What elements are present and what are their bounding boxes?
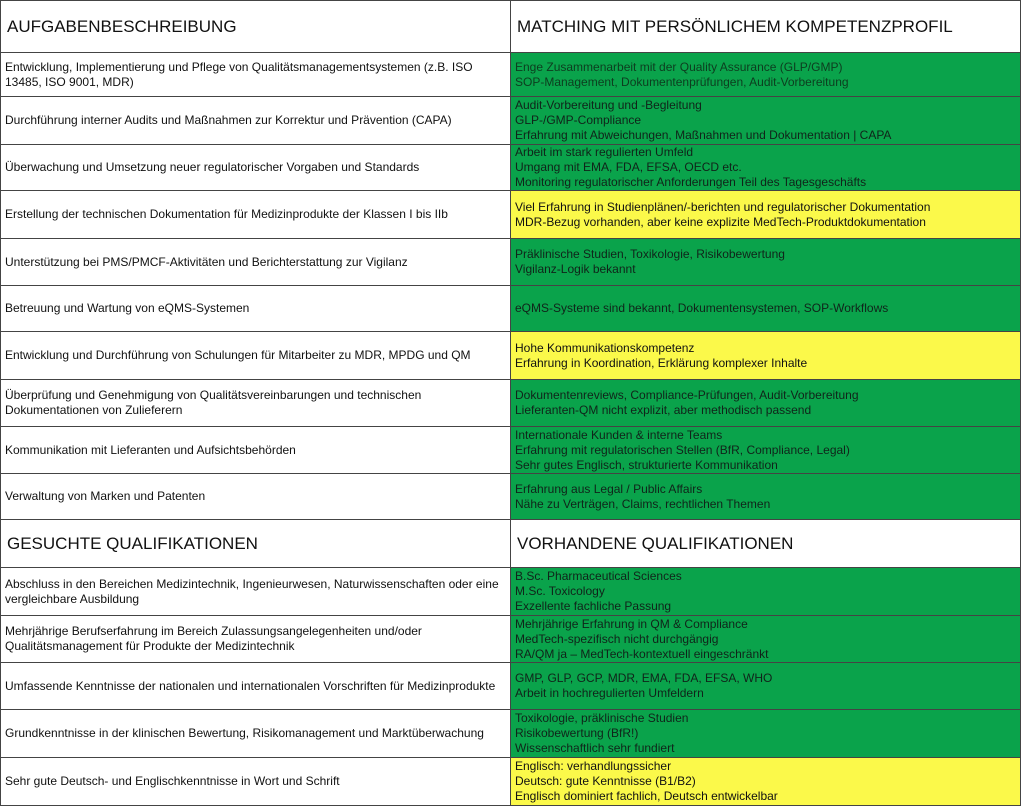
qualification-line: Mehrjährige Erfahrung in QM & Compliance <box>515 616 748 631</box>
task-row <box>1 191 1021 239</box>
match-line: SOP-Management, Dokumentenprüfungen, Audit-Vorbereitung <box>515 74 849 89</box>
header-row <box>1 1 1021 53</box>
match-line: Vigilanz-Logik bekannt <box>515 262 636 276</box>
task-match <box>511 239 1021 286</box>
task-description: Entwicklung und Durchführung von Schulungen für Mitarbeiter zu MDR, MPDG und QM <box>1 332 511 380</box>
qualification-line: Arbeit in hochregulierten Umfeldern <box>515 686 704 700</box>
qualification-line: RA/QM ja – MedTech-kontextuell eingeschränkt <box>515 646 769 661</box>
qualification-line: Englisch dominiert fachlich, Deutsch entwickelbar <box>515 789 778 803</box>
task-match <box>511 53 1021 97</box>
task-row <box>1 145 1021 191</box>
task-row <box>1 427 1021 474</box>
qualification-row <box>1 568 1021 616</box>
header-required-qualifications: GESUCHTE QUALIFIKATIONEN <box>1 520 511 568</box>
header-existing-qualifications: VORHANDENE QUALIFIKATIONEN <box>511 520 1021 568</box>
qualification-line: B.Sc. Pharmaceutical Sciences <box>515 569 682 583</box>
task-description: Verwaltung von Marken und Patenten <box>1 474 511 520</box>
header-matching: MATCHING MIT PERSÖNLICHEM KOMPETENZPROFIL <box>511 1 1021 53</box>
match-line: Erfahrung in Koordination, Erklärung komplexer Inhalte <box>515 355 808 370</box>
match-line: Lieferanten-QM nicht explizit, aber methodisch passend <box>515 403 812 417</box>
qualification-required: Mehrjährige Berufserfahrung im Bereich Zulassungsangelegenheiten und/oder Qualitätsmanagement für Produkte der Medizintechnik <box>1 616 511 663</box>
qualification-required: Grundkenntnisse in der klinischen Bewertung, Risikomanagement und Marktüberwachung <box>1 710 511 758</box>
qualification-line: Deutsch: gute Kenntnisse (B1/B2) <box>515 774 696 788</box>
match-line: Internationale Kunden & interne Teams <box>515 427 723 442</box>
qualification-existing <box>511 568 1021 616</box>
task-match <box>511 145 1021 191</box>
qualification-existing <box>511 616 1021 663</box>
task-description: Durchführung interner Audits und Maßnahmen zur Korrektur und Prävention (CAPA) <box>1 97 511 145</box>
task-row <box>1 380 1021 427</box>
match-line: Viel Erfahrung in Studienplänen/-berichten und regulatorischer Dokumentation <box>515 199 931 214</box>
task-description: Kommunikation mit Lieferanten und Aufsichtsbehörden <box>1 427 511 474</box>
task-row <box>1 97 1021 145</box>
task-row <box>1 332 1021 380</box>
match-line: Erfahrung mit Abweichungen, Maßnahmen und Dokumentation | CAPA <box>515 128 892 142</box>
task-match <box>511 380 1021 427</box>
qualification-line: MedTech-spezifisch nicht durchgängig <box>515 631 719 646</box>
match-line: Dokumentenreviews, Compliance-Prüfungen, Audit-Vorbereitung <box>515 388 859 402</box>
match-line: Erfahrung mit regulatorischen Stellen (BfR, Compliance, Legal) <box>515 442 850 457</box>
qualification-required: Sehr gute Deutsch- und Englischkenntnisse in Wort und Schrift <box>1 758 511 806</box>
qualification-required: Umfassende Kenntnisse der nationalen und internationalen Vorschriften für Medizinprodukte <box>1 663 511 710</box>
match-line: Hohe Kommunikationskompetenz <box>515 340 695 355</box>
qualification-line: Risikobewertung (BfR!) <box>515 726 639 740</box>
task-match <box>511 332 1021 380</box>
match-line: Arbeit im stark regulierten Umfeld <box>515 145 694 159</box>
qualification-required: Abschluss in den Bereichen Medizintechnik, Ingenieurwesen, Naturwissenschaften oder eine vergleichbare Ausbildung <box>1 568 511 616</box>
match-line: GLP-/GMP-Compliance <box>515 113 642 127</box>
qualification-existing <box>511 710 1021 758</box>
match-line: Präklinische Studien, Toxikologie, Risikobewertung <box>515 247 785 261</box>
match-line: Umgang mit EMA, FDA, EFSA, OECD etc. <box>515 160 742 174</box>
qualification-existing <box>511 663 1021 710</box>
qualification-line: Wissenschaftlich sehr fundiert <box>515 741 675 755</box>
qualification-existing <box>511 758 1021 806</box>
task-description: Betreuung und Wartung von eQMS-Systemen <box>1 286 511 332</box>
match-line: Monitoring regulatorischer Anforderungen Teil des Tagesgeschäfts <box>515 175 867 189</box>
qualification-row <box>1 758 1021 806</box>
match-line: eQMS-Systeme sind bekannt, Dokumentensystemen, SOP-Workflows <box>515 301 889 315</box>
match-line: Enge Zusammenarbeit mit der Quality Assurance (GLP/GMP) <box>515 59 843 74</box>
qualification-line: Toxikologie, präklinische Studien <box>515 711 689 725</box>
match-line: Nähe zu Verträgen, Claims, rechtlichen Themen <box>515 496 771 511</box>
task-description: Überprüfung und Genehmigung von Qualitätsvereinbarungen und technischen Dokumentationen von Zulieferern <box>1 380 511 427</box>
task-match <box>511 427 1021 474</box>
task-match <box>511 474 1021 520</box>
header-tasks: AUFGABENBESCHREIBUNG <box>1 1 511 53</box>
qualification-line: Englisch: verhandlungssicher <box>515 759 672 773</box>
task-row <box>1 286 1021 332</box>
qualification-row <box>1 663 1021 710</box>
task-match <box>511 97 1021 145</box>
match-line: Audit-Vorbereitung und -Begleitung <box>515 98 702 112</box>
task-match <box>511 191 1021 239</box>
task-match <box>511 286 1021 332</box>
match-line: Erfahrung aus Legal / Public Affairs <box>515 481 703 496</box>
qualification-row <box>1 616 1021 663</box>
qualifications-header-row <box>1 520 1021 568</box>
qualification-line: M.Sc. Toxicology <box>515 584 605 598</box>
qualification-line: GMP, GLP, GCP, MDR, EMA, FDA, EFSA, WHO <box>515 671 773 685</box>
task-row <box>1 474 1021 520</box>
task-description: Überwachung und Umsetzung neuer regulatorischer Vorgaben und Standards <box>1 145 511 191</box>
qualification-line: Exzellente fachliche Passung <box>515 599 672 613</box>
task-description: Unterstützung bei PMS/PMCF-Aktivitäten und Berichterstattung zur Vigilanz <box>1 239 511 286</box>
task-row <box>1 53 1021 97</box>
task-description: Entwicklung, Implementierung und Pflege von Qualitätsmanagementsystemen (z.B. ISO 13485, ISO 9001, MDR) <box>1 53 511 97</box>
qualification-row <box>1 710 1021 758</box>
match-line: MDR-Bezug vorhanden, aber keine explizite MedTech-Produktdokumentation <box>515 214 926 229</box>
match-line: Sehr gutes Englisch, strukturierte Kommunikation <box>515 457 778 472</box>
task-row <box>1 239 1021 286</box>
task-description: Erstellung der technischen Dokumentation für Medizinprodukte der Klassen I bis IIb <box>1 191 511 239</box>
